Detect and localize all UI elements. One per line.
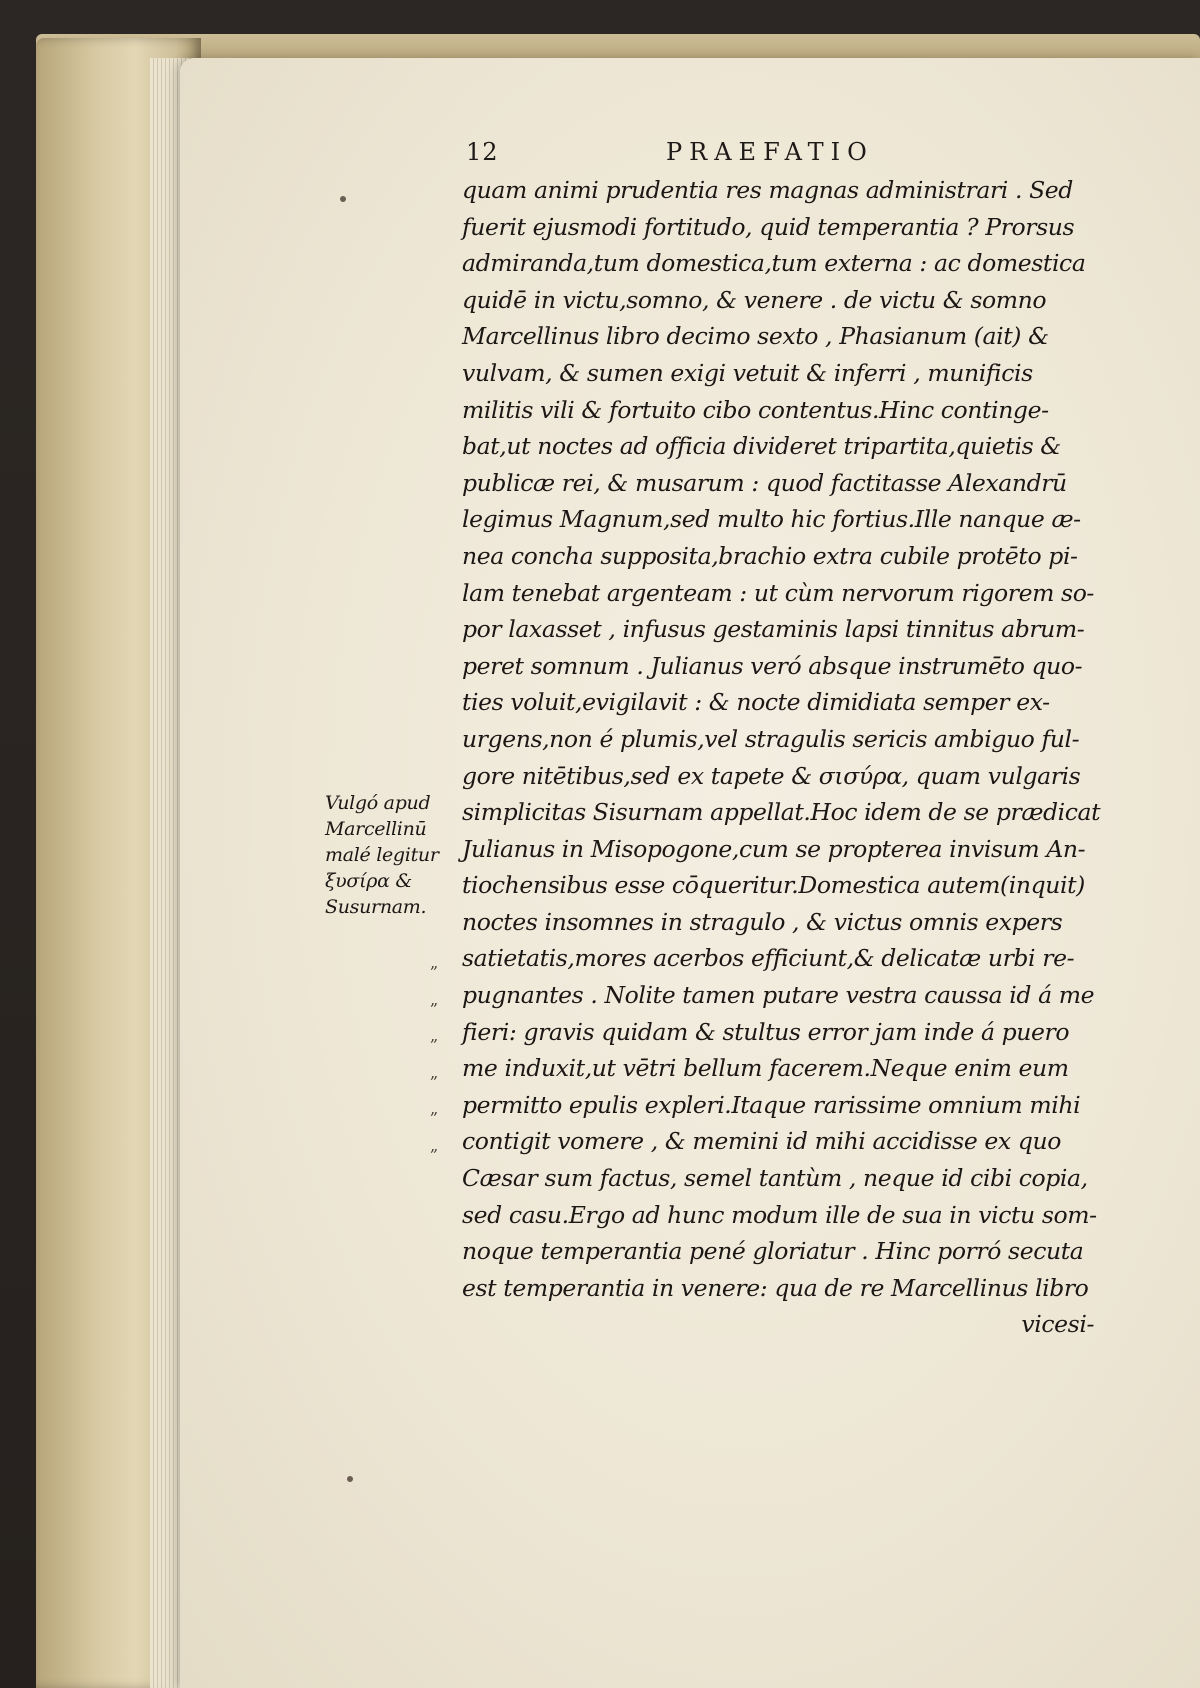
- text-line: noctes insomnes in stragulo , & victus omnis expers: [462, 907, 1063, 936]
- text-line: tiochensibus esse cōqueritur.Domestica autem(inquit): [462, 871, 1085, 900]
- text-line: urgens,non é plumis,vel stragulis sericis ambiguo ful-: [462, 724, 1080, 753]
- text-line: est temperantia in venere: qua de re Marcellinus libro: [462, 1273, 1089, 1302]
- text-line: lam tenebat argenteam : ut cùm nervorum rigorem so-: [462, 578, 1094, 607]
- page-number: 12: [466, 138, 499, 166]
- body-text: [462, 172, 1122, 1343]
- text-line: contigit vomere , & memini id mihi accidisse ex quo: [462, 1127, 1061, 1156]
- quote-mark: „: [430, 953, 439, 972]
- margin-note-line: ξυσίρα &: [325, 870, 412, 892]
- text-line: permitto epulis expleri.Itaque rarissime omnium mihi: [462, 1090, 1081, 1119]
- text-line: Cæsar sum factus, semel tantùm , neque id cibi copia,: [462, 1164, 1088, 1193]
- quote-mark: „: [430, 1026, 439, 1046]
- text-line: fieri: gravis quidam & stultus error jam inde á puero: [462, 1017, 1070, 1046]
- text-line: por laxasset , infusus gestaminis lapsi tinnitus abrum-: [462, 615, 1085, 644]
- text-line: quam animi prudentia res magnas administrari . Sed: [462, 176, 1073, 204]
- text-line: pugnantes . Nolite tamen putare vestra caussa id á me: [462, 981, 1095, 1010]
- text-line: admiranda,tum domestica,tum externa : ac domestica: [462, 249, 1086, 278]
- text-line: Julianus in Misopogone,cum se propterea invisum An-: [462, 834, 1086, 863]
- text-line: satietatis,mores acerbos efficiunt,& delicatæ urbi re-: [462, 944, 1075, 973]
- quotation-marks: [430, 945, 454, 1165]
- catchword: vicesi-: [1021, 1310, 1094, 1339]
- text-line: vulvam, & sumen exigi vetuit & inferri , munificis: [462, 358, 1033, 387]
- text-line: bat,ut noctes ad officia divideret tripartita,quietis &: [462, 432, 1061, 461]
- text-line: gore nitētibus,sed ex tapete & σισύρα, quam vulgaris: [462, 761, 1081, 790]
- text-line: quidē in victu,somno, & venere . de victu & somno: [462, 285, 1047, 314]
- running-head: PRAEFATIO: [666, 138, 874, 166]
- text-line: ties voluit,evigilavit : & nocte dimidiata semper ex-: [462, 688, 1050, 717]
- text-line: me induxit,ut vētri bellum facerem.Neque enim eum: [462, 1054, 1069, 1083]
- margin-note-line: Marcellinū: [325, 818, 427, 840]
- quote-mark: „: [430, 1062, 439, 1082]
- text-line: militis vili & fortuito cibo contentus.Hinc continge-: [462, 395, 1049, 424]
- text-line: noque temperantia pené gloriatur . Hinc porró secuta: [462, 1237, 1084, 1266]
- text-line: publicæ rei, & musarum : quod factitasse Alexandrū: [462, 468, 1067, 497]
- quote-mark: „: [430, 1135, 439, 1155]
- quote-mark: „: [430, 989, 439, 1009]
- ink-speck: [347, 1476, 353, 1482]
- text-line: nea concha supposita,brachio extra cubile protēto pi-: [462, 541, 1078, 570]
- margin-note: [325, 790, 455, 920]
- text-line: Marcellinus libro decimo sexto , Phasianum (ait) &: [462, 322, 1049, 351]
- margin-note-line: Vulgó apud: [325, 792, 431, 814]
- text-line: fuerit ejusmodi fortitudo, quid temperantia ? Prorsus: [462, 212, 1075, 241]
- ink-speck: [340, 196, 346, 202]
- margin-note-line: malé legitur: [325, 844, 439, 866]
- page-header: [466, 138, 1116, 172]
- text-line: peret somnum . Julianus veró absque instrumēto quo-: [462, 651, 1083, 680]
- margin-note-line: Susurnam.: [325, 896, 427, 918]
- quote-mark: „: [430, 1099, 439, 1119]
- text-line: simplicitas Sisurnam appellat.Hoc idem de se prædicat: [462, 798, 1101, 827]
- text-line: legimus Magnum,sed multo hic fortius.Ille nanque æ-: [462, 505, 1081, 534]
- text-line: sed casu.Ergo ad hunc modum ille de sua in victu som-: [462, 1200, 1097, 1229]
